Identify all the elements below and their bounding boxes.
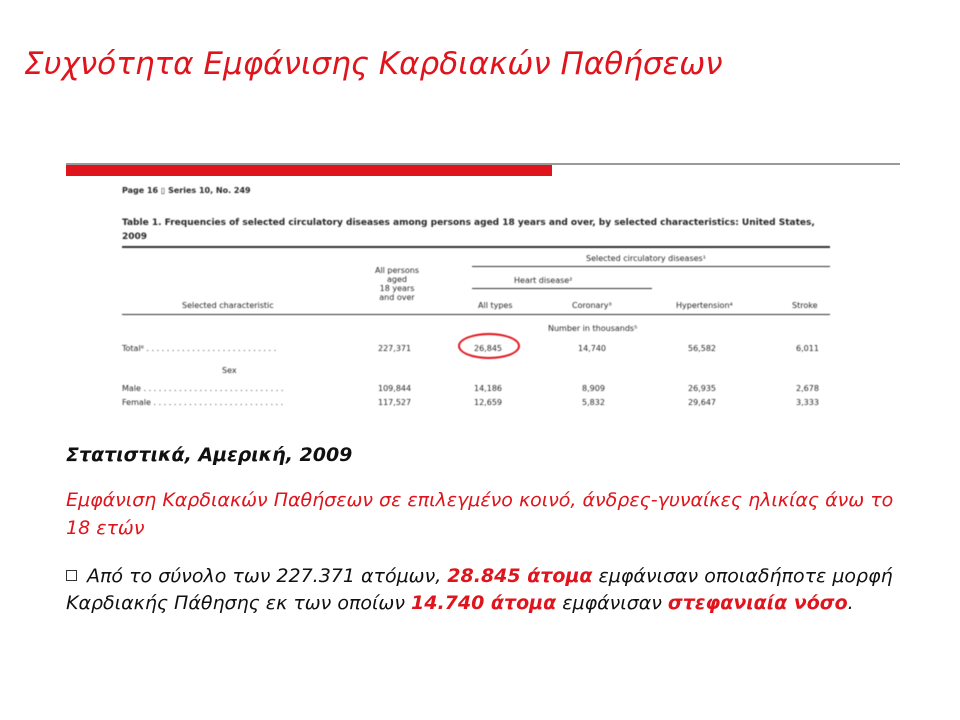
cell-female-all-persons: 117,527 (378, 398, 412, 407)
col-stroke: Stroke (792, 301, 818, 310)
cell-female-hypertension: 29,647 (688, 398, 716, 407)
col-hypertension: Hypertension⁴ (676, 301, 733, 310)
cell-total-hypertension: 56,582 (688, 344, 716, 353)
cell-male-hypertension: 26,935 (688, 384, 716, 393)
bullet-highlight-1: 28.845 άτομα (447, 565, 593, 587)
group-header: Selected circulatory diseases¹ (586, 254, 706, 263)
subtitle: Εμφάνιση Καρδιακών Παθήσεων σε επιλεγμένο κοινό, άνδρες-γυναίκες ηλικίας άνω το 18 ετών (66, 489, 894, 539)
cell-female-all-types: 12,659 (474, 398, 502, 407)
checkbox-bullet-icon (66, 570, 77, 581)
cell-total-all-types: 26,845 (474, 344, 502, 353)
row-label-male: Male . . . . . . . . . . . . . . . . . . . . . . . . . . . . (122, 384, 284, 393)
table-caption: Table 1. Frequencies of selected circulatory diseases among persons aged 18 years and over, by selected characteristics: United States, (122, 218, 815, 228)
source-label: Στατιστικά, Αμερική, 2009 (66, 444, 353, 466)
row-label-female: Female . . . . . . . . . . . . . . . . . . . . . . . . . . (122, 398, 284, 407)
section-sex: Sex (222, 366, 237, 375)
bullet-text-2: εμφάνισαν οποιαδήποτε μορφή Καρδιακής Πάθησης εκ των οποίων (66, 565, 893, 614)
bullet-text-1: Από το σύνολο των 227.371 ατόμων, (87, 565, 448, 587)
statistics-table-image (112, 178, 840, 416)
cell-male-all-persons: 109,844 (378, 384, 412, 393)
cell-total-coronary: 14,740 (578, 344, 606, 353)
selected-characteristic-header: Selected characteristic (182, 301, 274, 310)
cell-total-all-persons: 227,371 (378, 344, 412, 353)
table-top-rule (122, 246, 830, 248)
row-label-total: Total⁶ . . . . . . . . . . . . . . . . . . . . . . . . . . (122, 344, 277, 353)
col-coronary: Coronary³ (572, 301, 612, 310)
bullet-text-4: . (847, 592, 854, 614)
bullet-text-3: εμφάνισαν (556, 592, 668, 614)
bullet-item (66, 563, 936, 617)
table-caption-year: 2009 (122, 232, 148, 242)
group-header-rule (472, 266, 830, 267)
units-label: Number in thousands⁵ (548, 324, 638, 333)
cell-male-all-types: 14,186 (474, 384, 502, 393)
bullet-highlight-3: στεφανιαία νόσο (667, 592, 848, 614)
bullet-highlight-2: 14.740 άτομα (411, 592, 557, 614)
cell-female-stroke: 3,333 (796, 398, 819, 407)
header-accent-bar (66, 165, 552, 176)
cell-female-coronary: 5,832 (582, 398, 605, 407)
col-all-persons: All persons aged 18 years and over (374, 266, 420, 302)
cell-male-coronary: 8,909 (582, 384, 605, 393)
header-bottom-rule (122, 314, 830, 315)
heart-disease-header: Heart disease² (514, 276, 573, 285)
highlight-circle (458, 333, 520, 359)
table-page-header: Page 16 ▯ Series 10, No. 249 (122, 186, 251, 195)
heart-disease-rule (472, 288, 652, 289)
col-all-types: All types (478, 301, 513, 310)
cell-total-stroke: 6,011 (796, 344, 819, 353)
cell-male-stroke: 2,678 (796, 384, 819, 393)
slide-title: Συχνότητα Εμφάνισης Καρδιακών Παθήσεων (24, 46, 723, 82)
